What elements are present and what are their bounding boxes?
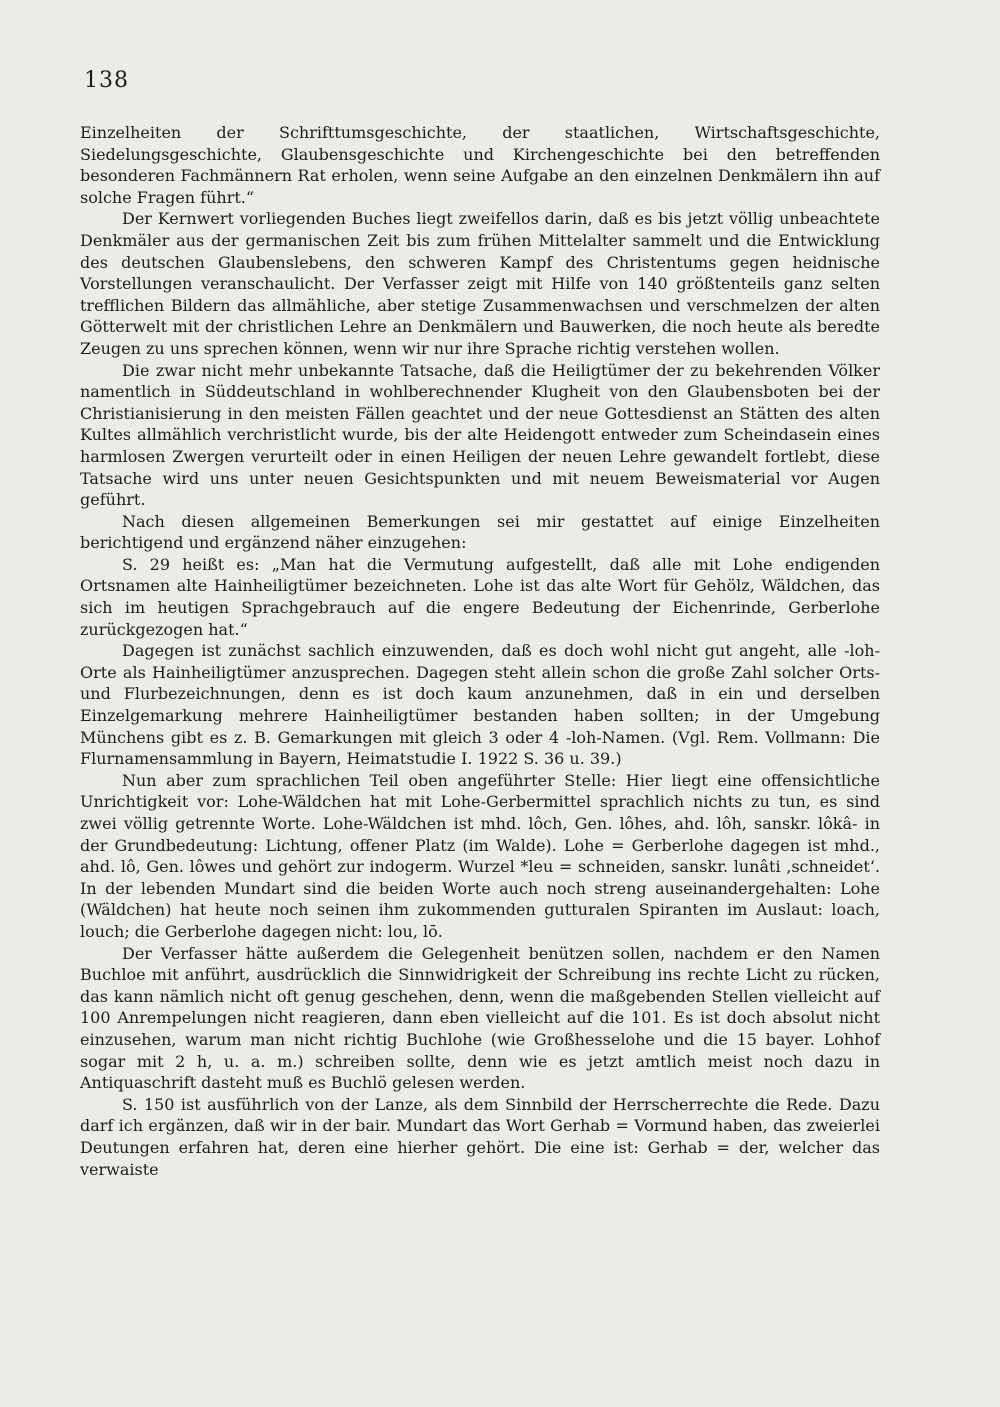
paragraph-7: Nun aber zum sprachlichen Teil oben angeführter Stelle: Hier liegt eine offensichtliche Unrichtigkeit vor: Lohe-Wäldchen hat mit Lohe-Gerbermittel sprachlich nichts zu tun, es sind zwei völlig getrennte Worte. Lohe-Wäldchen ist mhd. lôch, Gen. lôhes, ahd. lôh, sanskr. lôkâ- in der Grundbedeutung: Lichtung, offener Platz (im Walde). Lohe = Gerberlohe dagegen ist mhd., ahd. lô, Gen. lôwes und gehört zur indogerm. Wurzel *leu = schneiden, sanskr. lunâti ‚schneidet‘. In der lebenden Mundart sind die beiden Worte auch noch streng auseinandergehalten: Lohe (Wäldchen) hat heute noch seinen ihm zukommenden gutturalen Spiranten im Auslaut: loach, louch; die Gerberlohe dagegen nicht: lou, lō. [80,770,880,941]
body-text [80,122,880,1180]
page-number: 138 [84,68,129,93]
paragraph-2: Der Kernwert vorliegenden Buches liegt zweifellos darin, daß es bis jetzt völlig unbeachtete Denkmäler aus der germanischen Zeit bis zum frühen Mittelalter sammelt und die Entwicklung des deutschen Glaubenslebens, den schweren Kampf des Christentums gegen heidnische Vorstellungen veranschaulicht. Der Verfasser zeigt mit Hilfe von 140 größtenteils ganz selten trefflichen Bildern das allmähliche, aber stetige Zusammenwachsen und verschmelzen der alten Götterwelt mit der christlichen Lehre an Denkmälern und Bauwerken, die noch heute als beredte Zeugen zu uns sprechen können, wenn wir nur ihre Sprache richtig verstehen wollen. [80,209,880,358]
paragraph-3: Die zwar nicht mehr unbekannte Tatsache, daß die Heiligtümer der zu bekehrenden Völker namentlich in Süddeutschland in wohlberechnender Klugheit von den Glaubensboten bei der Christianisierung in den meisten Fällen geachtet und der neue Gottesdienst an Stätten des alten Kultes allmählich verchristlicht wurde, bis der alte Heidengott entweder zum Scheindasein eines harmlosen Zwergen verurteilt oder in einen Heiligen der neuen Lehre gewandelt fortlebt, diese Tatsache wird uns unter neuen Gesichtspunkten und mit neuem Beweismaterial vor Augen geführt. [80,360,880,510]
paragraph-9: S. 150 ist ausführlich von der Lanze, als dem Sinnbild der Herrscherrechte die Rede. Dazu darf ich ergänzen, daß wir in der bair. Mundart das Wort Gerhab = Vormund haben, das zweierlei Deutungen erfahren hat, deren eine hierher gehört. Die eine ist: Gerhab = der, welcher das verwaiste [80,1094,880,1179]
paragraph-4: Nach diesen allgemeinen Bemerkungen sei mir gestattet auf einige Einzelheiten berichtigend und ergänzend näher einzugehen: [80,511,880,553]
paragraph-5: S. 29 heißt es: „Man hat die Vermutung aufgestellt, daß alle mit Lohe endigenden Ortsnamen alte Hainheiligtümer bezeichneten. Lohe ist das alte Wort für Gehölz, Wäldchen, das sich im heutigen Sprachgebrauch auf die engere Bedeutung der Eichenrinde, Gerberlohe zurückgezogen hat.“ [80,554,880,639]
paragraph-1: Einzelheiten der Schrifttumsgeschichte, der staatlichen, Wirtschaftsgeschichte, Siedelungsgeschichte, Glaubensgeschichte und Kirchengeschichte bei den betreffenden besonderen Fachmännern Rat erholen, wenn seine Aufgabe an den einzelnen Denkmälern ihn auf solche Fragen führt.“ [80,123,880,207]
paragraph-8: Der Verfasser hätte außerdem die Gelegenheit benützen sollen, nachdem er den Namen Buchloe mit anführt, ausdrücklich die Sinnwidrigkeit der Schreibung ins rechte Licht zu rücken, das kann nämlich nicht oft genug geschehen, denn, wenn die maßgebenden Stellen vielleicht auf 100 Anrempelungen nicht reagieren, dann eben vielleicht auf die 101. Es ist doch absolut nicht einzusehen, warum man nicht richtig Buchlohe (wie Großhesselohe und die 15 bayer. Lohhof sogar mit 2 h, u. a. m.) schreiben sollte, denn wie es jetzt amtlich meist noch dazu in Antiquaschrift dasteht muß es Buchlö gelesen werden. [80,943,880,1093]
paragraph-6: Dagegen ist zunächst sachlich einzuwenden, daß es doch wohl nicht gut angeht, alle -loh-Orte als Hainheiligtümer anzusprechen. Dagegen steht allein schon die große Zahl solcher Orts- und Flurbezeichnungen, denn es ist doch kaum anzunehmen, daß in ein und derselben Einzelgemarkung mehrere Hainheiligtümer bestanden haben sollten; in der Umgebung Münchens gibt es z. B. Gemarkungen mit gleich 3 oder 4 -loh-Namen. (Vgl. Rem. Vollmann: Die Flurnamensammlung in Bayern, Heimatstudie I. 1922 S. 36 u. 39.) [80,641,880,769]
